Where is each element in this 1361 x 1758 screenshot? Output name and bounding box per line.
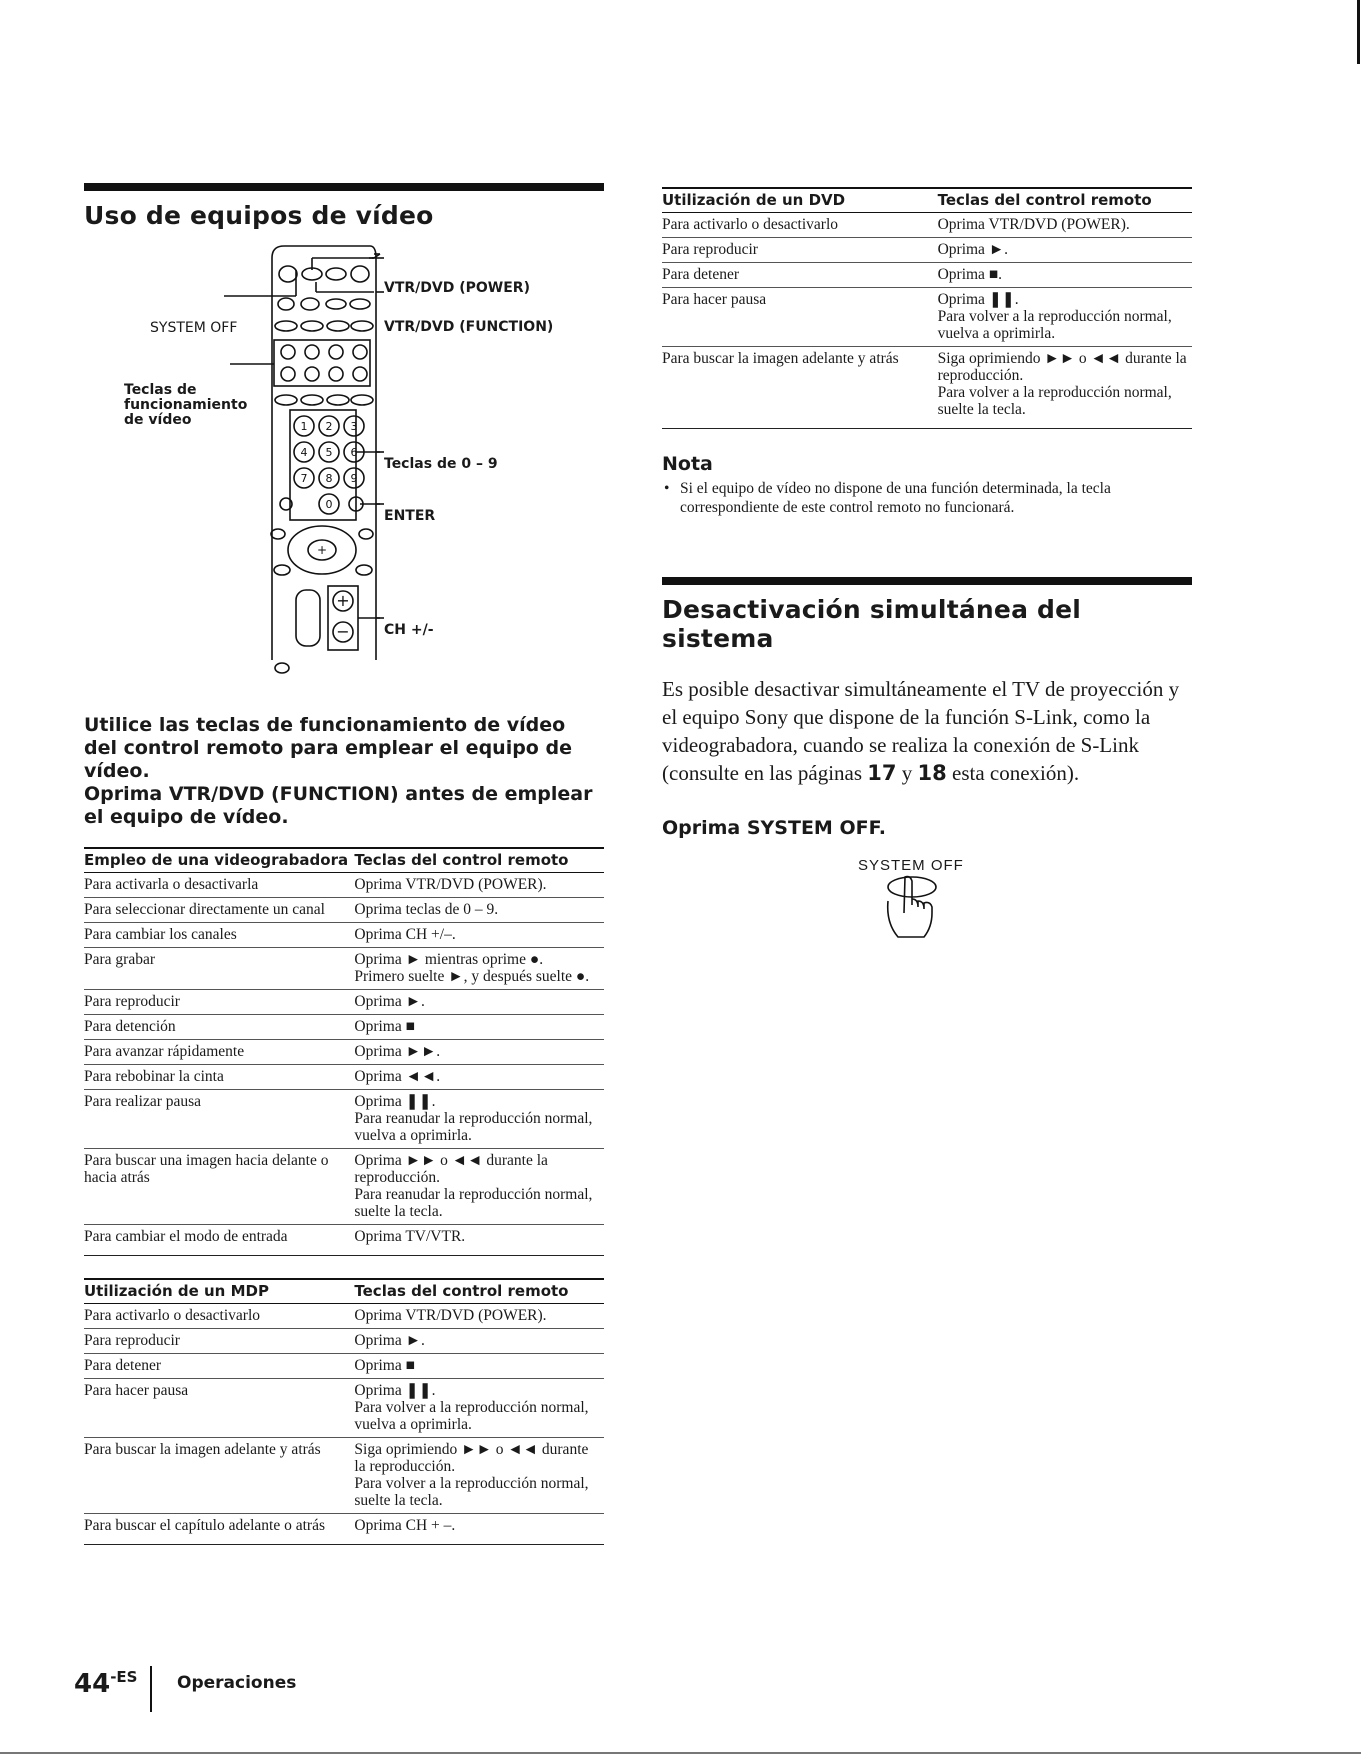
press-button-icon <box>662 857 1192 967</box>
svg-text:4: 4 <box>300 446 308 459</box>
row-function: Para cambiar el modo de entrada <box>84 1225 354 1256</box>
row-function: Para activarlo o desactivarlo <box>84 1304 354 1329</box>
svg-text:+: + <box>316 543 328 557</box>
mdp-header-keys: Teclas del control remoto <box>354 1279 604 1304</box>
label-video-keys-3: de vídeo <box>124 412 192 428</box>
row-keys: Oprima ■ <box>354 1015 604 1040</box>
table-row <box>84 1379 604 1438</box>
row-keys: Oprima ◄◄. <box>354 1065 604 1090</box>
row-keys: Oprima ❚❚. Para volver a la reproducción normal, vuelva a oprimirla. <box>354 1379 604 1438</box>
row-keys: Oprima ►. <box>354 990 604 1015</box>
row-function: Para activarlo o desactivarlo <box>662 213 938 238</box>
crop-mark <box>1357 0 1360 64</box>
svg-text:+: + <box>336 591 350 610</box>
row-keys: Oprima VTR/DVD (POWER). <box>354 1304 604 1329</box>
table-row <box>84 948 604 990</box>
label-video-keys-2: funcionamiento <box>124 397 248 413</box>
row-keys: Oprima VTR/DVD (POWER). <box>354 873 604 898</box>
svg-text:1: 1 <box>300 420 308 433</box>
svg-text:3: 3 <box>350 420 358 433</box>
table-row <box>84 1438 604 1514</box>
section-title: Desactivación simultánea del sistema <box>662 595 1082 653</box>
table-row <box>662 213 1192 238</box>
row-keys: Oprima ❚❚. Para reanudar la reproducción normal, vuelva a oprimirla. <box>354 1090 604 1149</box>
label-ch: CH +/- <box>384 622 434 638</box>
table-row <box>84 1090 604 1149</box>
row-function: Para reproducir <box>84 990 354 1015</box>
table-row <box>662 347 1192 429</box>
system-off-figure <box>662 857 1192 967</box>
remote-control-figure <box>84 240 604 700</box>
table-row <box>84 1514 604 1545</box>
row-function: Para detener <box>662 263 938 288</box>
row-function: Para seleccionar directamente un canal <box>84 898 354 923</box>
svg-text:9: 9 <box>350 472 358 485</box>
table-row <box>84 1329 604 1354</box>
table-row <box>84 898 604 923</box>
row-keys: Oprima teclas de 0 – 9. <box>354 898 604 923</box>
section-title: Uso de equipos de vídeo <box>84 201 434 230</box>
svg-text:6: 6 <box>350 446 358 459</box>
row-keys: Siga oprimiendo ►► o ◄◄ durante la reproducción. Para volver a la reproducción normal, suelte la tecla. <box>938 347 1192 429</box>
table-row <box>84 990 604 1015</box>
svg-text:0: 0 <box>325 498 333 511</box>
row-keys: Oprima ■. <box>938 263 1192 288</box>
row-function: Para reproducir <box>84 1329 354 1354</box>
note-item: • Si el equipo de vídeo no dispone de una función determinada, la tecla correspondiente de este control remoto no funcionará. <box>662 479 1192 517</box>
section-bar <box>84 183 604 191</box>
label-vtr-function: VTR/DVD (FUNCTION) <box>384 319 554 335</box>
row-keys: Oprima ► mientras oprime ●. Primero suelte ►, y después suelte ●. <box>354 948 604 990</box>
right-column <box>662 183 1192 967</box>
row-function: Para reproducir <box>662 238 938 263</box>
row-function: Para detener <box>84 1354 354 1379</box>
row-keys: Oprima ►. <box>938 238 1192 263</box>
table-row <box>662 238 1192 263</box>
table-row <box>662 263 1192 288</box>
page-number: $44^{-ES}$ <box>74 1668 138 1699</box>
label-video-keys-1: Teclas de <box>124 382 197 398</box>
row-function: Para buscar la imagen adelante y atrás <box>84 1438 354 1514</box>
bottom-rule <box>0 1752 1361 1754</box>
body-paragraph: Es posible desactivar simultáneamente el TV de proyección y el equipo Sony que dispone de la función S-Link, como la videograbadora, cuando se realiza la conexión de S-Link (consulte en las páginas 17 y 18 esta conexión). <box>662 677 1180 785</box>
row-function: Para grabar <box>84 948 354 990</box>
row-keys: Oprima CH +/–. <box>354 923 604 948</box>
row-function: Para hacer pausa <box>662 288 938 347</box>
svg-text:5: 5 <box>325 446 333 459</box>
row-keys: Oprima TV/VTR. <box>354 1225 604 1256</box>
row-function: Para rebobinar la cinta <box>84 1065 354 1090</box>
row-keys: Oprima ■ <box>354 1354 604 1379</box>
subheading: Oprima SYSTEM OFF. <box>662 817 886 839</box>
vcr-header-function: Empleo de una videograbadora <box>84 848 354 873</box>
row-function: Para detención <box>84 1015 354 1040</box>
row-function: Para realizar pausa <box>84 1090 354 1149</box>
vcr-table <box>84 847 604 1256</box>
table-row <box>84 1354 604 1379</box>
row-keys: Siga oprimiendo ►► o ◄◄ durante la reproducción. Para volver a la reproducción normal, suelte la tecla. <box>354 1438 604 1514</box>
mdp-header-function: Utilización de un MDP <box>84 1279 354 1304</box>
mdp-table <box>84 1278 604 1545</box>
row-keys: Oprima CH + –. <box>354 1514 604 1545</box>
table-row <box>84 1225 604 1256</box>
label-enter: ENTER <box>384 508 436 524</box>
row-function: Para hacer pausa <box>84 1379 354 1438</box>
svg-text:−: − <box>336 622 350 641</box>
row-function: Para buscar el capítulo adelante o atrás <box>84 1514 354 1545</box>
footer-separator <box>150 1666 152 1712</box>
section-bar <box>662 577 1192 585</box>
note-title: Nota <box>662 453 713 475</box>
label-vtr-power: VTR/DVD (POWER) <box>384 280 530 296</box>
label-system-off: SYSTEM OFF <box>150 320 238 336</box>
left-column <box>84 183 604 1545</box>
table-row <box>84 1015 604 1040</box>
row-function: Para buscar la imagen adelante y atrás <box>662 347 938 429</box>
row-keys: Oprima ►. <box>354 1329 604 1354</box>
svg-text:8: 8 <box>325 472 333 485</box>
table-row <box>84 1040 604 1065</box>
row-function: Para buscar una imagen hacia delante o hacia atrás <box>84 1149 354 1225</box>
row-function: Para avanzar rápidamente <box>84 1040 354 1065</box>
dvd-header-keys: Teclas del control remoto <box>938 188 1192 213</box>
dvd-header-function: Utilización de un DVD <box>662 188 938 213</box>
system-off-label: SYSTEM OFF <box>858 857 964 874</box>
row-function: Para activarla o desactivarla <box>84 873 354 898</box>
table-row <box>84 873 604 898</box>
table-row <box>662 288 1192 347</box>
footer-section-name: Operaciones <box>177 1673 297 1693</box>
table-row <box>84 1304 604 1329</box>
row-keys: Oprima ►► o ◄◄ durante la reproducción. Para reanudar la reproducción normal, suelte la tecla. <box>354 1149 604 1225</box>
instruction-1: Utilice las teclas de funcionamiento de vídeo del control remoto para emplear el equipo de vídeo. <box>84 714 572 782</box>
remote-control-icon <box>84 240 604 700</box>
label-digit-keys: Teclas de 0 – 9 <box>384 456 498 472</box>
row-function: Para cambiar los canales <box>84 923 354 948</box>
table-row <box>84 923 604 948</box>
table-row <box>84 1149 604 1225</box>
row-keys: Oprima VTR/DVD (POWER). <box>938 213 1192 238</box>
svg-text:7: 7 <box>300 472 308 485</box>
row-keys: Oprima ►►. <box>354 1040 604 1065</box>
vcr-header-keys: Teclas del control remoto <box>354 848 604 873</box>
table-row <box>84 1065 604 1090</box>
svg-text:2: 2 <box>325 420 333 433</box>
dvd-table <box>662 187 1192 429</box>
row-keys: Oprima ❚❚. Para volver a la reproducción normal, vuelva a oprimirla. <box>938 288 1192 347</box>
instruction-2: Oprima VTR/DVD (FUNCTION) antes de emplear el equipo de vídeo. <box>84 783 593 828</box>
